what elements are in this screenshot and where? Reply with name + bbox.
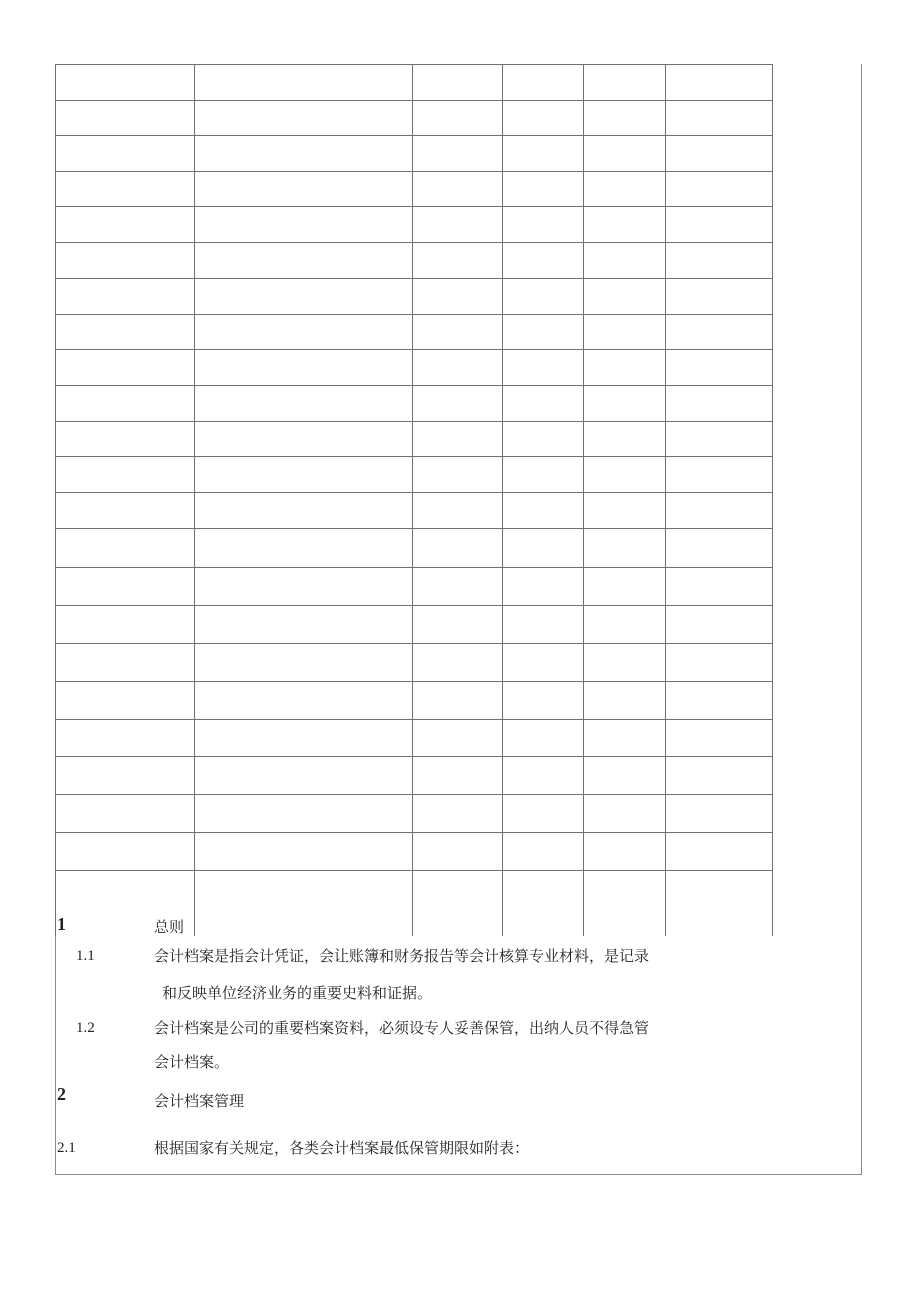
item-1-1-number: 1.1: [76, 948, 95, 964]
item-2-1-number: 2.1: [57, 1140, 76, 1156]
table-column-rule: [412, 64, 413, 936]
item-1-2-number: 1.2: [76, 1020, 95, 1036]
section-1-title: 总则: [154, 918, 185, 936]
item-1-1-line-1: 会计档案是指会计凭证，会让账簿和财务报告等会计核算专业材料，是记录: [154, 947, 650, 965]
item-1-2-line-1: 会计档案是公司的重要档案资料，必须设专人妥善保管，出纳人员不得急管: [154, 1019, 650, 1037]
table-column-rule: [665, 64, 666, 936]
section-1-number: 1: [57, 914, 66, 934]
item-2-1-line-1: 根据国家有关规定，各类会计档案最低保管期限如附表：: [154, 1139, 530, 1157]
section-2-number: 2: [57, 1084, 66, 1104]
table-column-rule: [194, 64, 195, 936]
table-column-rule: [772, 64, 773, 936]
item-1-1-line-2: 和反映单位经济业务的重要史料和证据。: [162, 984, 433, 1002]
empty-table: [55, 64, 773, 936]
section-2-title: 会计档案管理: [154, 1092, 245, 1110]
table-column-rule: [502, 64, 503, 936]
item-1-2-line-2: 会计档案。: [154, 1053, 230, 1071]
table-column-rule: [55, 64, 56, 936]
table-column-rule: [583, 64, 584, 936]
